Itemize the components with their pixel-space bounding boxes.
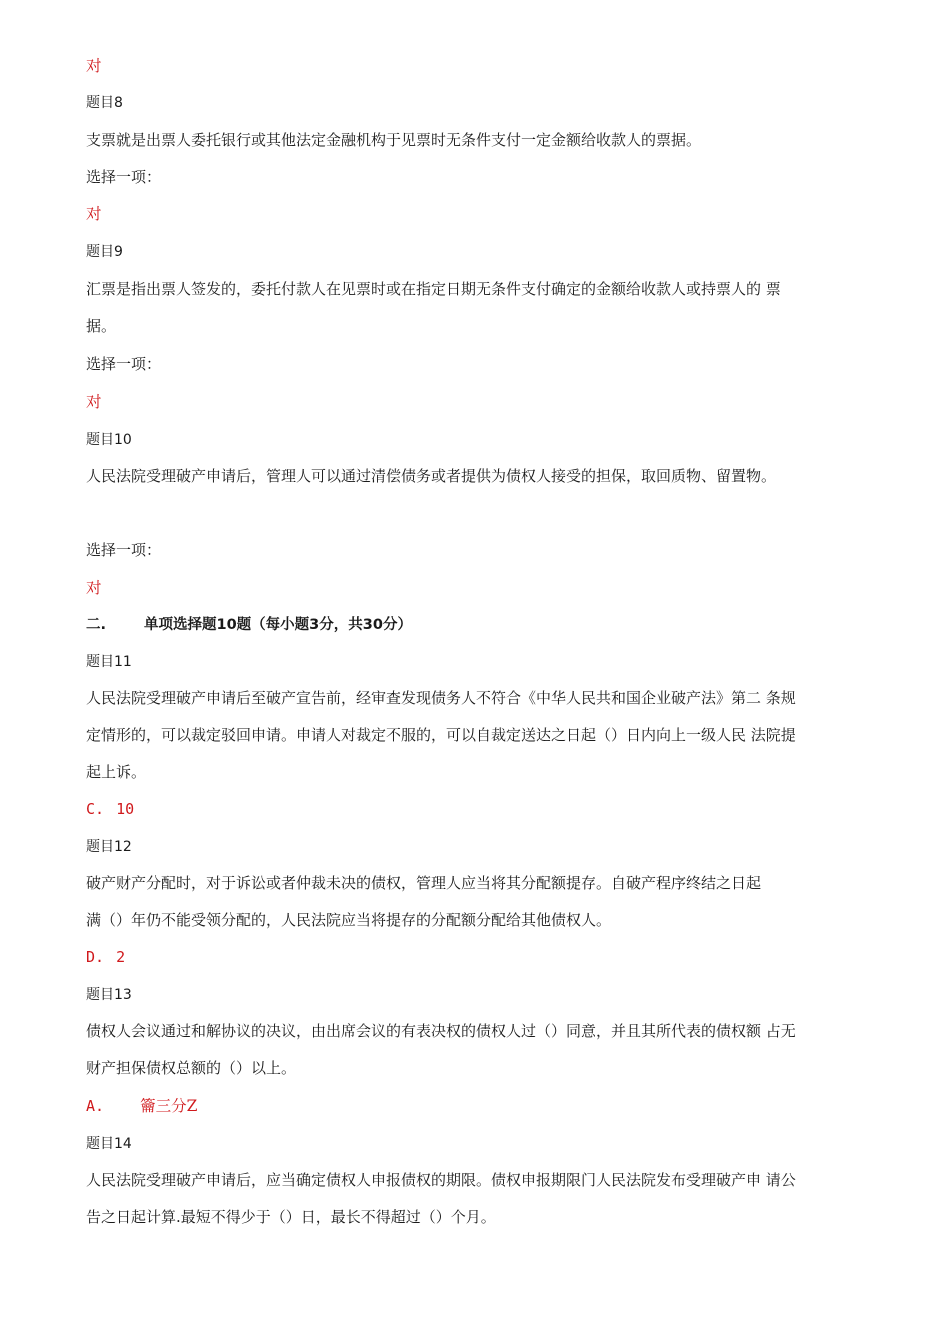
- question-8-label: 题目8: [86, 95, 123, 111]
- question-14-text-line-1: 人民法院受理破产申请后，应当确定债权人申报债权的期限。债权申报期限门人民法院发布受理破产申 请公: [86, 1171, 796, 1189]
- section-2-number: 二.: [86, 617, 107, 633]
- answer-q12: [86, 947, 125, 967]
- answer-q11-letter: C.: [86, 800, 105, 818]
- answer-q13-letter: A.: [86, 1097, 105, 1115]
- question-11-text-line-3: 起上诉。: [86, 763, 147, 781]
- question-11-label: 题目11: [86, 654, 132, 670]
- answer-q7: 对: [86, 57, 102, 75]
- question-13-text-line-2: 财产担保债权总额的（）以上。: [86, 1059, 297, 1077]
- answer-q9: 对: [86, 393, 102, 411]
- answer-q12-letter: D.: [86, 948, 105, 966]
- answer-q13: [86, 1096, 197, 1116]
- section-2-heading: [86, 615, 412, 635]
- question-12-text-line-1: 破产财产分配时，对于诉讼或者仲裁未决的债权，管理人应当将其分配额提存。自破产程序终结之日起: [86, 874, 762, 892]
- question-14-label: 题目14: [86, 1136, 132, 1152]
- answer-q11: [86, 799, 134, 819]
- question-9-text-line-1: 汇票是指出票人签发的，委托付款人在见票时或在指定日期无条件支付确定的金额给收款人或持票人的 票: [86, 280, 781, 298]
- question-13-text-line-1: 债权人会议通过和解协议的决议，由出席会议的有表决权的债权人过（）同意，并且其所代表的债权额 占无: [86, 1022, 796, 1040]
- answer-q13-value: 籥三分Z: [140, 1097, 198, 1115]
- question-14-text-line-2: 告之日起计算.最短不得少于（）日，最长不得超过（）个月。: [86, 1208, 496, 1226]
- question-12-label: 题目12: [86, 839, 132, 855]
- answer-q12-value: 2: [116, 948, 126, 966]
- question-8-prompt: 选择一项：: [86, 168, 162, 186]
- question-8-text: 支票就是出票人委托银行或其他法定金融机构于见票时无条件支付一定金额给收款人的票据。: [86, 131, 702, 149]
- question-13-label: 题目13: [86, 987, 132, 1003]
- question-11-text-line-2: 定情形的，可以裁定驳回申请。申请人对裁定不服的，可以自裁定送达之日起（）日内向上一级人民 法院提: [86, 726, 796, 744]
- section-2-title: 单项选择题10题（每小题3分，共30分）: [144, 617, 412, 633]
- question-9-label: 题目9: [86, 244, 123, 260]
- question-11-text-line-1: 人民法院受理破产申请后至破产宣告前，经审查发现债务人不符合《中华人民共和国企业破产法》第二 条规: [86, 689, 796, 707]
- question-10-text: 人民法院受理破产申请后，管理人可以通过清偿债务或者提供为债权人接受的担保，取回质物、留置物。: [86, 467, 777, 485]
- answer-q10: 对: [86, 579, 102, 597]
- question-9-text-line-2: 据。: [86, 317, 117, 335]
- question-12-text-line-2: 满（）年仍不能受领分配的，人民法院应当将提存的分配额分配给其他债权人。: [86, 911, 612, 929]
- question-9-prompt: 选择一项：: [86, 355, 162, 373]
- answer-q11-value: 10: [116, 800, 135, 818]
- question-10-label: 题目10: [86, 432, 132, 448]
- answer-q8: 对: [86, 205, 102, 223]
- question-10-prompt: 选择一项：: [86, 541, 162, 559]
